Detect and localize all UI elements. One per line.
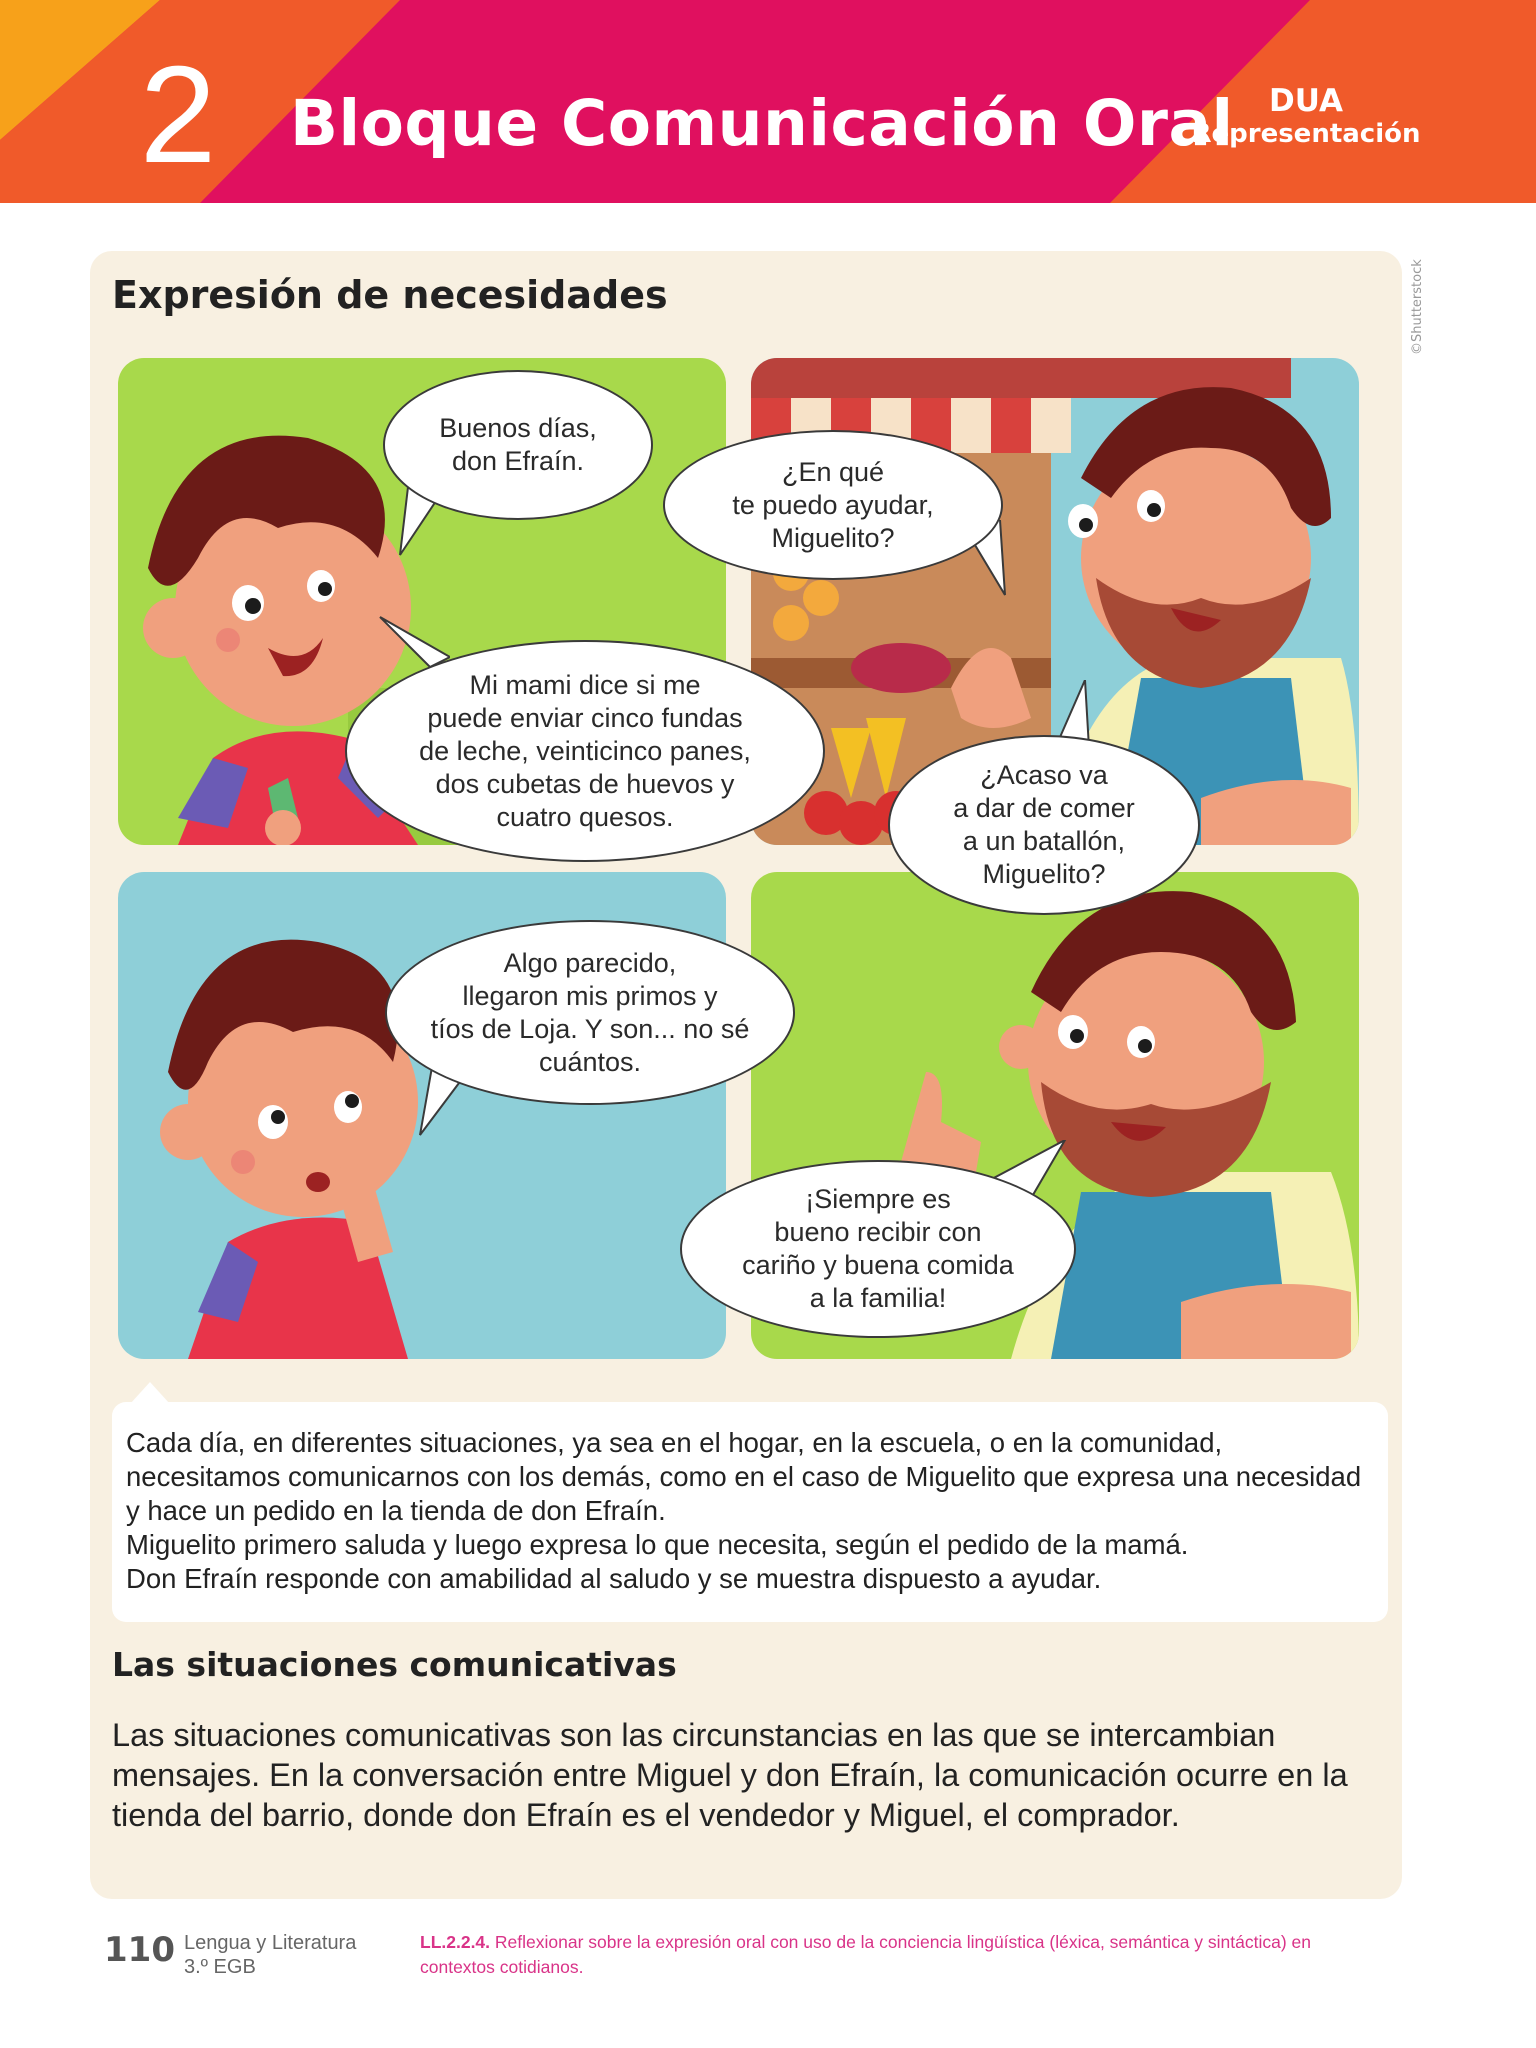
skill-code: LL.2.2.4.	[420, 1932, 491, 1952]
speech-bubble-1: Buenos días, don Efraín.	[383, 370, 653, 520]
section-title: Expresión de necesidades	[112, 273, 668, 317]
speech-bubble-4: ¿Acaso va a dar de comer a un batallón, Miguelito?	[888, 735, 1200, 915]
explanation-pointer	[130, 1382, 170, 1404]
skill-description	[420, 1930, 1360, 1980]
block-title: Bloque Comunicación Oral	[290, 87, 1234, 160]
speech-bubble-3: Mi mami dice si me puede enviar cinco fundas de leche, veinticinco panes, dos cubetas de huevos y cuatro quesos.	[345, 640, 825, 862]
dua-label: DUA	[1269, 83, 1343, 119]
speech-bubble-5: Algo parecido, llegaron mis primos y tíos de Loja. Y son... no sé cuántos.	[385, 920, 795, 1105]
speech-bubble-2: ¿En qué te puedo ayudar, Miguelito?	[663, 430, 1003, 580]
explanation-paragraph-1: Cada día, en diferentes situaciones, ya sea en el hogar, en la escuela, o en la comunidad, necesitamos comunicarnos con los demás, como en el caso de Miguelito que expresa una necesidad y hace un pedido en la tienda de don Efraín.	[126, 1427, 1362, 1526]
explanation-text	[126, 1426, 1376, 1596]
page-number: 110	[104, 1930, 175, 1970]
unit-number: 2	[139, 38, 217, 192]
section-2-text: Las situaciones comunicativas son las circunstancias en las que se intercambian mensajes. En la conversación entre Miguel y don Efraín, la comunicación ocurre en la tienda del barrio, donde don Efraín es el vendedor y Miguel, el comprador.	[112, 1717, 1348, 1833]
explanation-paragraph-3: Don Efraín responde con amabilidad al saludo y se muestra dispuesto a ayudar.	[126, 1563, 1102, 1594]
subject-label: Lengua y Literatura	[184, 1932, 357, 1954]
image-credit: ©Shutterstock	[1410, 259, 1425, 355]
grade-label: 3.º EGB	[184, 1956, 256, 1978]
speech-bubble-6: ¡Siempre es bueno recibir con cariño y buena comida a la familia!	[680, 1160, 1076, 1338]
dua-subtitle: Representación	[1191, 119, 1421, 149]
explanation-paragraph-2: Miguelito primero saluda y luego expresa lo que necesita, según el pedido de la mamá.	[126, 1529, 1189, 1560]
skill-text: Reflexionar sobre la expresión oral con uso de la conciencia lingüística (léxica, semántica y sintáctica) en contextos cotidianos.	[420, 1932, 1312, 1977]
section-2-title: Las situaciones comunicativas	[112, 1645, 677, 1684]
